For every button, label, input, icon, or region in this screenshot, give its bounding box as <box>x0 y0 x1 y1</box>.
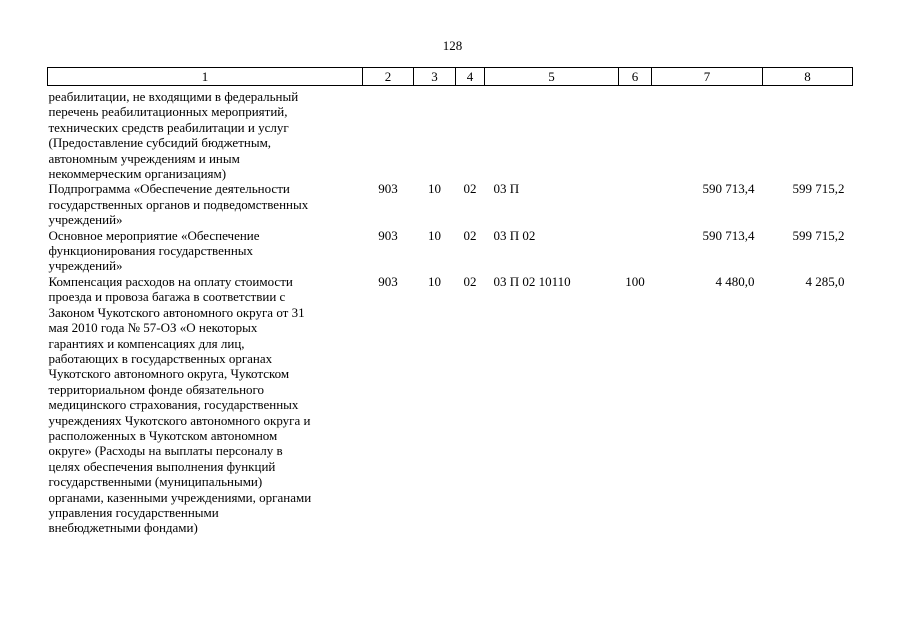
row-description: Компенсация расходов на оплату стоимости проезда и провоза багажа в соответствии с Законом Чукотского автономного округа от 31 мая 2010 года № 57-ОЗ «О некоторых гарантиях и компенсациях для лиц, работающих в государственных органах Чукотского автономного округа, Чукотском территориальном фонде обязательного медицинского страхования, государственных учреждениях Чукотского автономного округа и расположенных в Чукотском автономном округе» (Расходы на выплаты персоналу в целях обеспечения выполнения функций государственными (муниципальными) органами, казенными учреждениями, органами управления государственными внебюджетными фондами) <box>48 273 312 536</box>
cell-c5: 03 П 02 <box>493 227 536 243</box>
page-number: 128 <box>442 38 463 53</box>
cell-c5 <box>485 86 619 182</box>
cell-c4 <box>456 86 485 182</box>
col-header-8: 8 <box>763 68 853 86</box>
col-header-4: 4 <box>456 68 485 86</box>
table-row <box>48 274 853 536</box>
cell-c2: 903 <box>378 227 398 243</box>
cell-c6 <box>619 181 652 227</box>
col-header-7: 7 <box>652 68 763 86</box>
cell-c6 <box>619 228 652 274</box>
cell-c7: 4 480,0 <box>715 273 755 289</box>
cell-c8: 4 285,0 <box>805 273 845 289</box>
cell-c4: 02 <box>463 181 477 197</box>
cell-c5: 03 П <box>493 181 520 197</box>
table-row <box>48 181 853 227</box>
cell-c8: 599 715,2 <box>792 227 845 243</box>
cell-c2: 903 <box>378 181 398 197</box>
col-header-2: 2 <box>363 68 414 86</box>
cell-c7 <box>652 86 763 182</box>
header-row <box>48 68 853 86</box>
cell-c4: 02 <box>463 227 477 243</box>
cell-c4: 02 <box>463 273 477 289</box>
cell-c6 <box>619 86 652 182</box>
table-row <box>48 228 853 274</box>
col-header-5: 5 <box>485 68 619 86</box>
cell-c8 <box>763 86 853 182</box>
cell-c8: 599 715,2 <box>792 181 845 197</box>
budget-table <box>47 67 853 536</box>
col-header-3: 3 <box>414 68 456 86</box>
row-description: Подпрограмма «Обеспечение деятельности государственных органов и подведомственных учреждений» <box>48 181 309 228</box>
cell-c2: 903 <box>378 273 398 289</box>
cell-c6: 100 <box>625 273 645 289</box>
cell-c5: 03 П 02 10110 <box>493 273 571 289</box>
table-row <box>48 86 853 182</box>
col-header-6: 6 <box>619 68 652 86</box>
cell-c3: 10 <box>428 227 441 243</box>
cell-c3: 10 <box>428 181 441 197</box>
cell-c2 <box>363 86 414 182</box>
cell-c3: 10 <box>428 273 441 289</box>
row-description: Основное мероприятие «Обеспечение функционирования государственных учреждений» <box>48 227 260 274</box>
col-header-1: 1 <box>48 68 363 86</box>
cell-c3 <box>414 86 456 182</box>
row-description: реабилитации, не входящими в федеральный перечень реабилитационных мероприятий, технических средств реабилитации и услуг (Предоставление субсидий бюджетным, автономным учреждениям и иным некоммерческим организациям) <box>48 89 299 182</box>
cell-c7: 590 713,4 <box>702 181 755 197</box>
cell-c7: 590 713,4 <box>702 227 755 243</box>
